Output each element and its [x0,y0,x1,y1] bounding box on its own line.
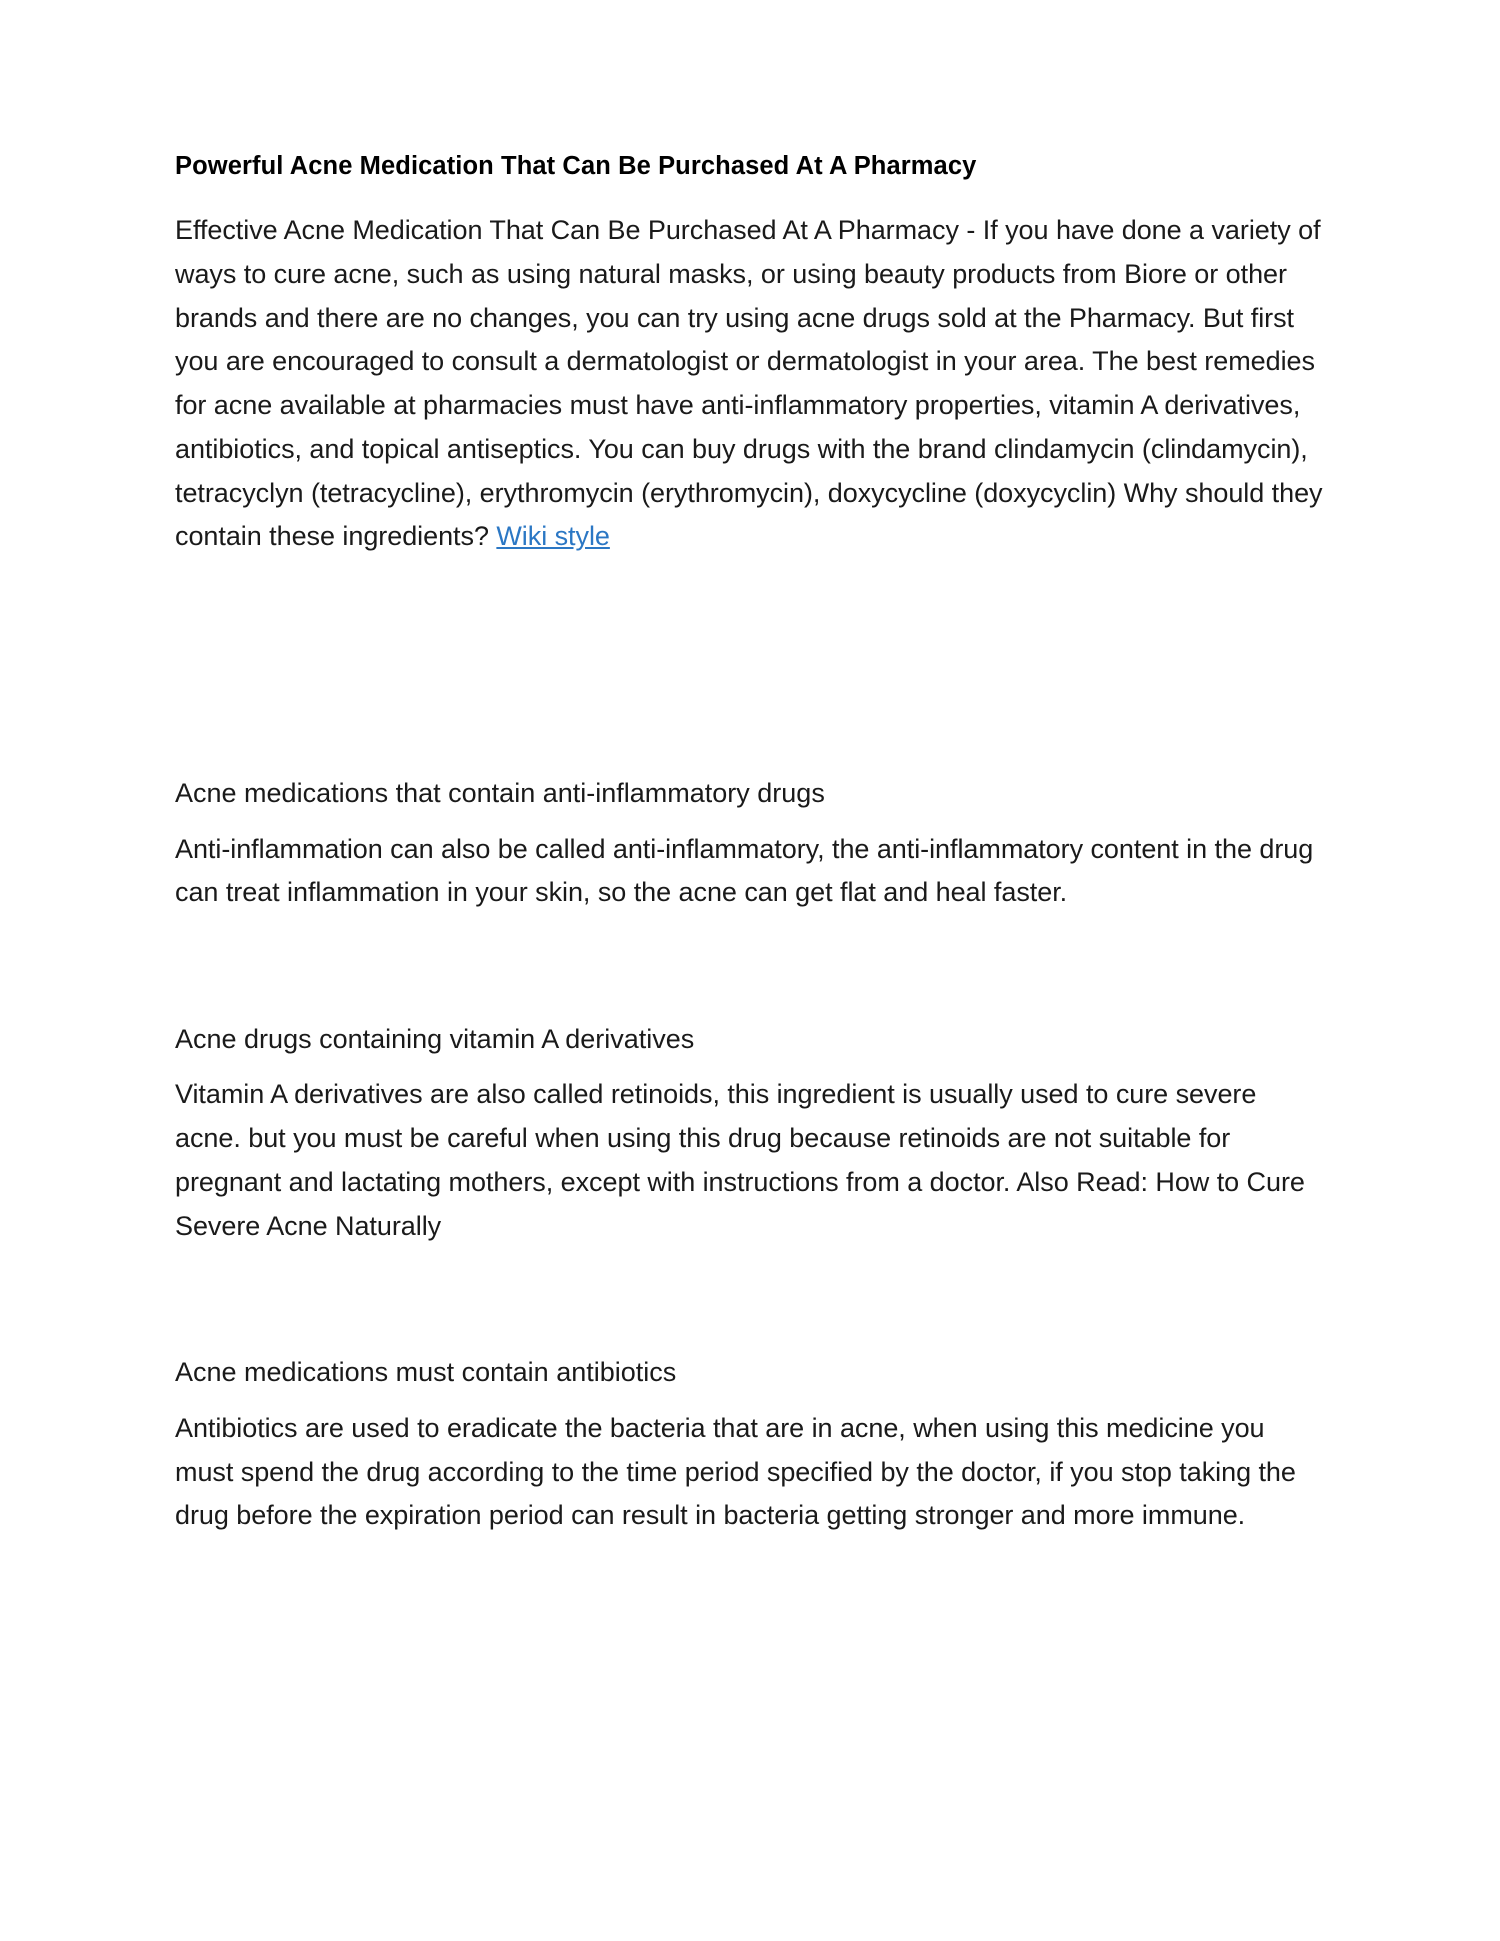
intro-paragraph [175,209,1325,559]
page-title: Powerful Acne Medication That Can Be Purchased At A Pharmacy [175,152,977,180]
section-anti-inflammatory [175,773,1325,915]
section-heading: Acne drugs containing vitamin A derivatives [175,1023,695,1054]
intro-text: Effective Acne Medication That Can Be Purchased At A Pharmacy - If you have done a variety of ways to cure acne, such as using natural masks, or using beauty products from Biore or other brands and there are no changes, you can try using acne drugs sold at the Pharmacy. But first you are encouraged to consult a dermatologist or dermatologist in your area. The best remedies for acne available at pharmacies must have anti-inflammatory properties, vitamin A derivatives, antibiotics, and topical antiseptics. You can buy drugs with the brand clindamycin (clindamycin), tetracyclyn (tetracycline), erythromycin (erythromycin), doxycycline (doxycyclin) Why should they contain these ingredients? [175,215,1323,552]
section-heading: Acne medications must contain antibiotics [175,1357,677,1388]
section-body: Anti-inflammation can also be called anti-inflammatory, the anti-inflammatory content in the drug can treat inflammation in your skin, so the acne can get flat and heal faster. [175,833,1314,908]
section-body: Antibiotics are used to eradicate the bacteria that are in acne, when using this medicine you must spend the drug according to the time period specified by the doctor, if you stop taking the drug before the expiration period can result in bacteria getting stronger and more immune. [175,1412,1296,1531]
section-gap [175,577,1325,773]
section-gap [175,1266,1325,1352]
section-body: Vitamin A derivatives are also called retinoids, this ingredient is usually used to cure severe acne. but you must be careful when using this drug because retinoids are not suitable for pregnant and lactating mothers, except with instructions from a doctor. Also Read: How to Cure Severe Acne Naturally [175,1079,1305,1241]
section-gap [175,933,1325,1019]
section-antibiotics [175,1352,1325,1538]
section-heading: Acne medications that contain anti-inflammatory drugs [175,778,825,809]
wiki-style-link[interactable]: Wiki style [496,521,610,552]
section-vitamin-a [175,1019,1325,1248]
